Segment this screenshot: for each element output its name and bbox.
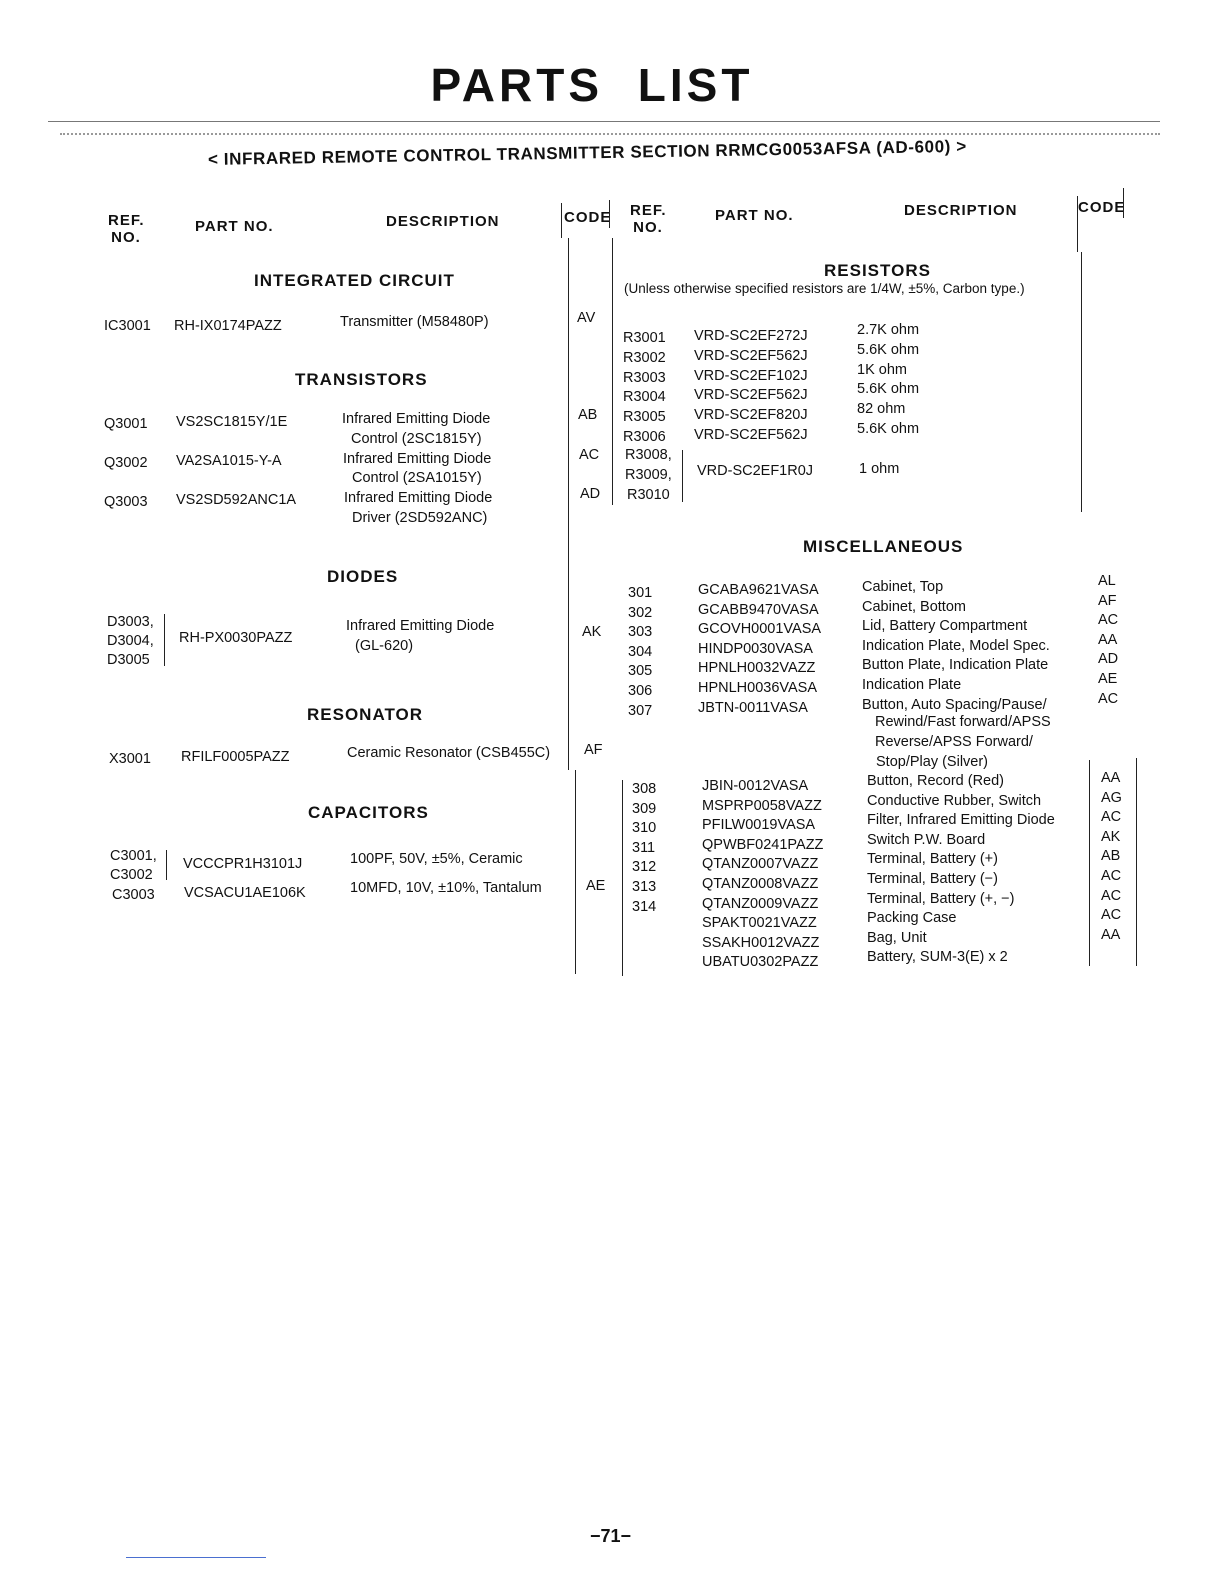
ref-no: R3008,	[625, 447, 672, 463]
description: Indication Plate, Model Spec.	[862, 637, 1050, 654]
ref-no: 311	[632, 839, 656, 856]
part-no: HPNLH0036VASA	[698, 680, 818, 696]
part-no: JBIN-0012VASA	[702, 778, 809, 794]
header-ref-no-right	[630, 202, 666, 236]
ref-no: C3002	[110, 867, 153, 883]
part-no: GCABB9470VASA	[698, 601, 819, 618]
part-no: VRD-SC2EF272J	[694, 328, 808, 344]
column-line	[1081, 252, 1082, 512]
part-no: RFILF0005PAZZ	[181, 749, 290, 765]
part-no: JBTN-0011VASA	[698, 699, 808, 716]
description: 2.7K ohm	[857, 322, 920, 338]
ref-no: R3001	[623, 330, 666, 346]
column-line	[1136, 758, 1137, 966]
header-ref-no-text: REF. NO.	[108, 212, 145, 246]
ref-no: Q3003	[104, 494, 148, 510]
ref-no: X3001	[109, 751, 151, 767]
heading-resonator: RESONATOR	[307, 705, 424, 724]
code-column-line	[1123, 188, 1124, 218]
code: AG	[1101, 789, 1122, 806]
column-line	[1089, 760, 1090, 966]
header-ref-no-text: REF. NO.	[630, 202, 667, 236]
code: AB	[578, 407, 598, 423]
description-continued: (GL-620)	[355, 638, 414, 654]
description: Conductive Rubber, Switch	[867, 792, 1042, 809]
code: AC	[1098, 612, 1119, 629]
section-title: < INFRARED REMOTE CONTROL TRANSMITTER SECTION RRMCG0053AFSA (AD-600) >	[207, 136, 967, 169]
code: AE	[1098, 671, 1118, 687]
code: AB	[1101, 848, 1121, 865]
part-no: PFILW0019VASA	[702, 817, 816, 834]
description: Cabinet, Bottom	[862, 598, 966, 615]
description: Filter, Infrared Emitting Diode	[867, 812, 1055, 829]
heading-integrated-circuit: INTEGRATED CIRCUIT	[254, 271, 455, 290]
ref-no: R3005	[623, 409, 666, 426]
code: AD	[1098, 651, 1119, 668]
description: 10MFD, 10V, ±10%, Tantalum	[350, 880, 542, 896]
part-no: QTANZ0009VAZZ	[702, 895, 819, 912]
part-no: QTANZ0007VAZZ	[702, 856, 819, 873]
column-line	[612, 238, 613, 505]
header-description-left: DESCRIPTION	[386, 213, 500, 230]
description: Lid, Battery Compartment	[862, 618, 1028, 635]
part-no: QPWBF0241PAZZ	[702, 836, 824, 853]
ref-no: R3003	[623, 369, 666, 386]
group-brace	[166, 850, 167, 880]
description: Infrared Emitting Diode	[343, 451, 492, 467]
description: 5.6K ohm	[857, 381, 920, 398]
part-no: UBATU0302PAZZ	[702, 954, 819, 971]
ref-no: Q3002	[104, 455, 148, 471]
header-code-left: CODE	[564, 209, 612, 226]
description: 82 ohm	[857, 401, 906, 418]
ref-no: C3003	[112, 887, 155, 903]
column-line	[622, 780, 623, 976]
part-no: GCABA9621VASA	[698, 582, 819, 598]
description: Infrared Emitting Diode	[344, 490, 493, 506]
part-no: HPNLH0032VAZZ	[698, 660, 816, 677]
part-no: VRD-SC2EF820J	[694, 407, 808, 424]
part-no: RH-IX0174PAZZ	[174, 318, 282, 334]
description-continued: Control (2SA1015Y)	[352, 470, 482, 486]
code: AC	[1101, 907, 1122, 924]
code: AC	[1101, 887, 1122, 904]
part-no: SPAKT0021VAZZ	[702, 915, 817, 932]
code: AF	[1098, 592, 1117, 609]
page-number: −71−	[590, 1526, 632, 1546]
code: AA	[1101, 926, 1121, 943]
code: AC	[1098, 690, 1119, 707]
heading-capacitors: CAPACITORS	[308, 803, 429, 822]
description: Bag, Unit	[867, 929, 927, 946]
ref-no: D3004,	[107, 633, 154, 649]
code: AE	[586, 878, 606, 894]
part-no: VA2SA1015-Y-A	[176, 453, 282, 469]
description: 1K ohm	[857, 361, 907, 378]
part-no: RH-PX0030PAZZ	[179, 630, 293, 646]
description: Terminal, Battery (+)	[867, 851, 998, 868]
ref-no: 309	[632, 800, 657, 817]
part-no: VCCCPR1H3101J	[183, 856, 303, 872]
group-brace	[164, 614, 165, 666]
ref-no: R3009,	[625, 467, 672, 483]
page-title: PARTS LIST	[430, 59, 754, 111]
code: AC	[579, 447, 600, 463]
part-no: VS2SD592ANC1A	[176, 492, 297, 508]
description: Button, Auto Spacing/Pause/	[862, 696, 1047, 713]
code: AC	[1101, 868, 1122, 884]
code-column-line	[561, 203, 562, 238]
description: Terminal, Battery (+, −)	[867, 890, 1015, 907]
ref-no: 302	[628, 604, 653, 621]
description: Packing Case	[867, 910, 957, 927]
description: 5.6K ohm	[857, 341, 920, 358]
part-no: MSPRP0058VAZZ	[702, 797, 822, 814]
divider	[48, 121, 1160, 122]
description: Ceramic Resonator (CSB455C)	[347, 745, 551, 761]
ref-no: IC3001	[104, 318, 151, 334]
ref-no: R3010	[627, 487, 670, 503]
description: Indication Plate	[862, 677, 962, 693]
header-part-no-left: PART NO.	[195, 218, 274, 235]
ref-no: 312	[632, 859, 657, 876]
ref-no: 304	[628, 643, 653, 660]
description: Button, Record (Red)	[867, 773, 1005, 789]
description: Terminal, Battery (−)	[867, 871, 998, 887]
description-continued: Rewind/Fast forward/APSS	[875, 714, 1051, 730]
code: AA	[1098, 631, 1118, 648]
ref-no: 314	[632, 898, 657, 915]
part-no: VRD-SC2EF562J	[694, 427, 808, 443]
code: AL	[1098, 573, 1116, 589]
ref-no: 303	[628, 624, 653, 641]
description: Switch P.W. Board	[867, 831, 986, 848]
description: Infrared Emitting Diode	[342, 411, 491, 427]
ref-no: R3002	[623, 349, 666, 366]
heading-transistors: TRANSISTORS	[295, 370, 428, 389]
ref-no: C3001,	[110, 848, 157, 864]
code: AA	[1101, 770, 1121, 786]
heading-resistors: RESISTORS	[824, 261, 931, 280]
ref-no: 310	[632, 820, 657, 837]
column-line	[568, 238, 569, 770]
code: AD	[580, 486, 601, 502]
heading-diodes: DIODES	[327, 567, 399, 586]
ref-no: R3004	[623, 389, 666, 406]
ref-no: R3006	[623, 429, 666, 445]
ref-no: D3003,	[107, 614, 154, 630]
code: AV	[577, 310, 596, 326]
description-continued: Driver (2SD592ANC)	[352, 510, 488, 526]
header-description-right: DESCRIPTION	[904, 202, 1018, 219]
ref-no: 306	[628, 683, 653, 699]
description: Battery, SUM-3(E) x 2	[867, 949, 1008, 966]
ref-no: 305	[628, 663, 653, 680]
footer-line	[126, 1557, 266, 1558]
resistor-note: (Unless otherwise specified resistors are 1/4W, ±5%, Carbon type.)	[624, 281, 1025, 296]
part-no: VRD-SC2EF562J	[694, 387, 808, 404]
part-no: HINDP0030VASA	[698, 640, 813, 657]
header-ref-no-left	[108, 212, 144, 246]
part-no: SSAKH0012VAZZ	[702, 934, 820, 951]
part-no: GCOVH0001VASA	[698, 621, 822, 638]
description-continued: Control (2SC1815Y)	[351, 431, 482, 447]
dotted-divider	[60, 133, 1160, 135]
description: 1 ohm	[859, 461, 900, 477]
heading-miscellaneous: MISCELLANEOUS	[803, 537, 964, 556]
ref-no: Q3001	[104, 416, 148, 432]
part-no: VRD-SC2EF1R0J	[697, 463, 814, 479]
description-continued: Reverse/APSS Forward/	[875, 734, 1033, 750]
description-continued: Stop/Play (Silver)	[876, 754, 989, 770]
column-line	[575, 770, 576, 974]
header-code-right: CODE	[1078, 199, 1126, 216]
description: Button Plate, Indication Plate	[862, 657, 1049, 674]
description: Cabinet, Top	[862, 579, 944, 595]
description: 100PF, 50V, ±5%, Ceramic	[350, 851, 523, 867]
description: 5.6K ohm	[857, 421, 920, 437]
part-no: VRD-SC2EF562J	[694, 347, 808, 364]
header-part-no-right: PART NO.	[715, 207, 794, 224]
ref-no: 301	[628, 585, 653, 601]
ref-no: 308	[632, 781, 657, 797]
ref-no: D3005	[107, 652, 150, 668]
code: AK	[1101, 828, 1121, 845]
code: AC	[1101, 809, 1122, 826]
ref-no: 313	[632, 879, 657, 895]
part-no: VRD-SC2EF102J	[694, 367, 808, 384]
ref-no: 307	[628, 702, 653, 719]
description: Infrared Emitting Diode	[346, 618, 495, 634]
group-brace	[682, 450, 683, 502]
part-no: VS2SC1815Y/1E	[176, 414, 288, 430]
part-no: QTANZ0008VAZZ	[702, 876, 819, 892]
code: AF	[584, 742, 603, 758]
code-column-line	[1077, 196, 1078, 252]
part-no: VCSACU1AE106K	[184, 885, 306, 901]
description: Transmitter (M58480P)	[340, 314, 489, 330]
code: AK	[582, 624, 602, 640]
code-column-line	[609, 200, 610, 228]
